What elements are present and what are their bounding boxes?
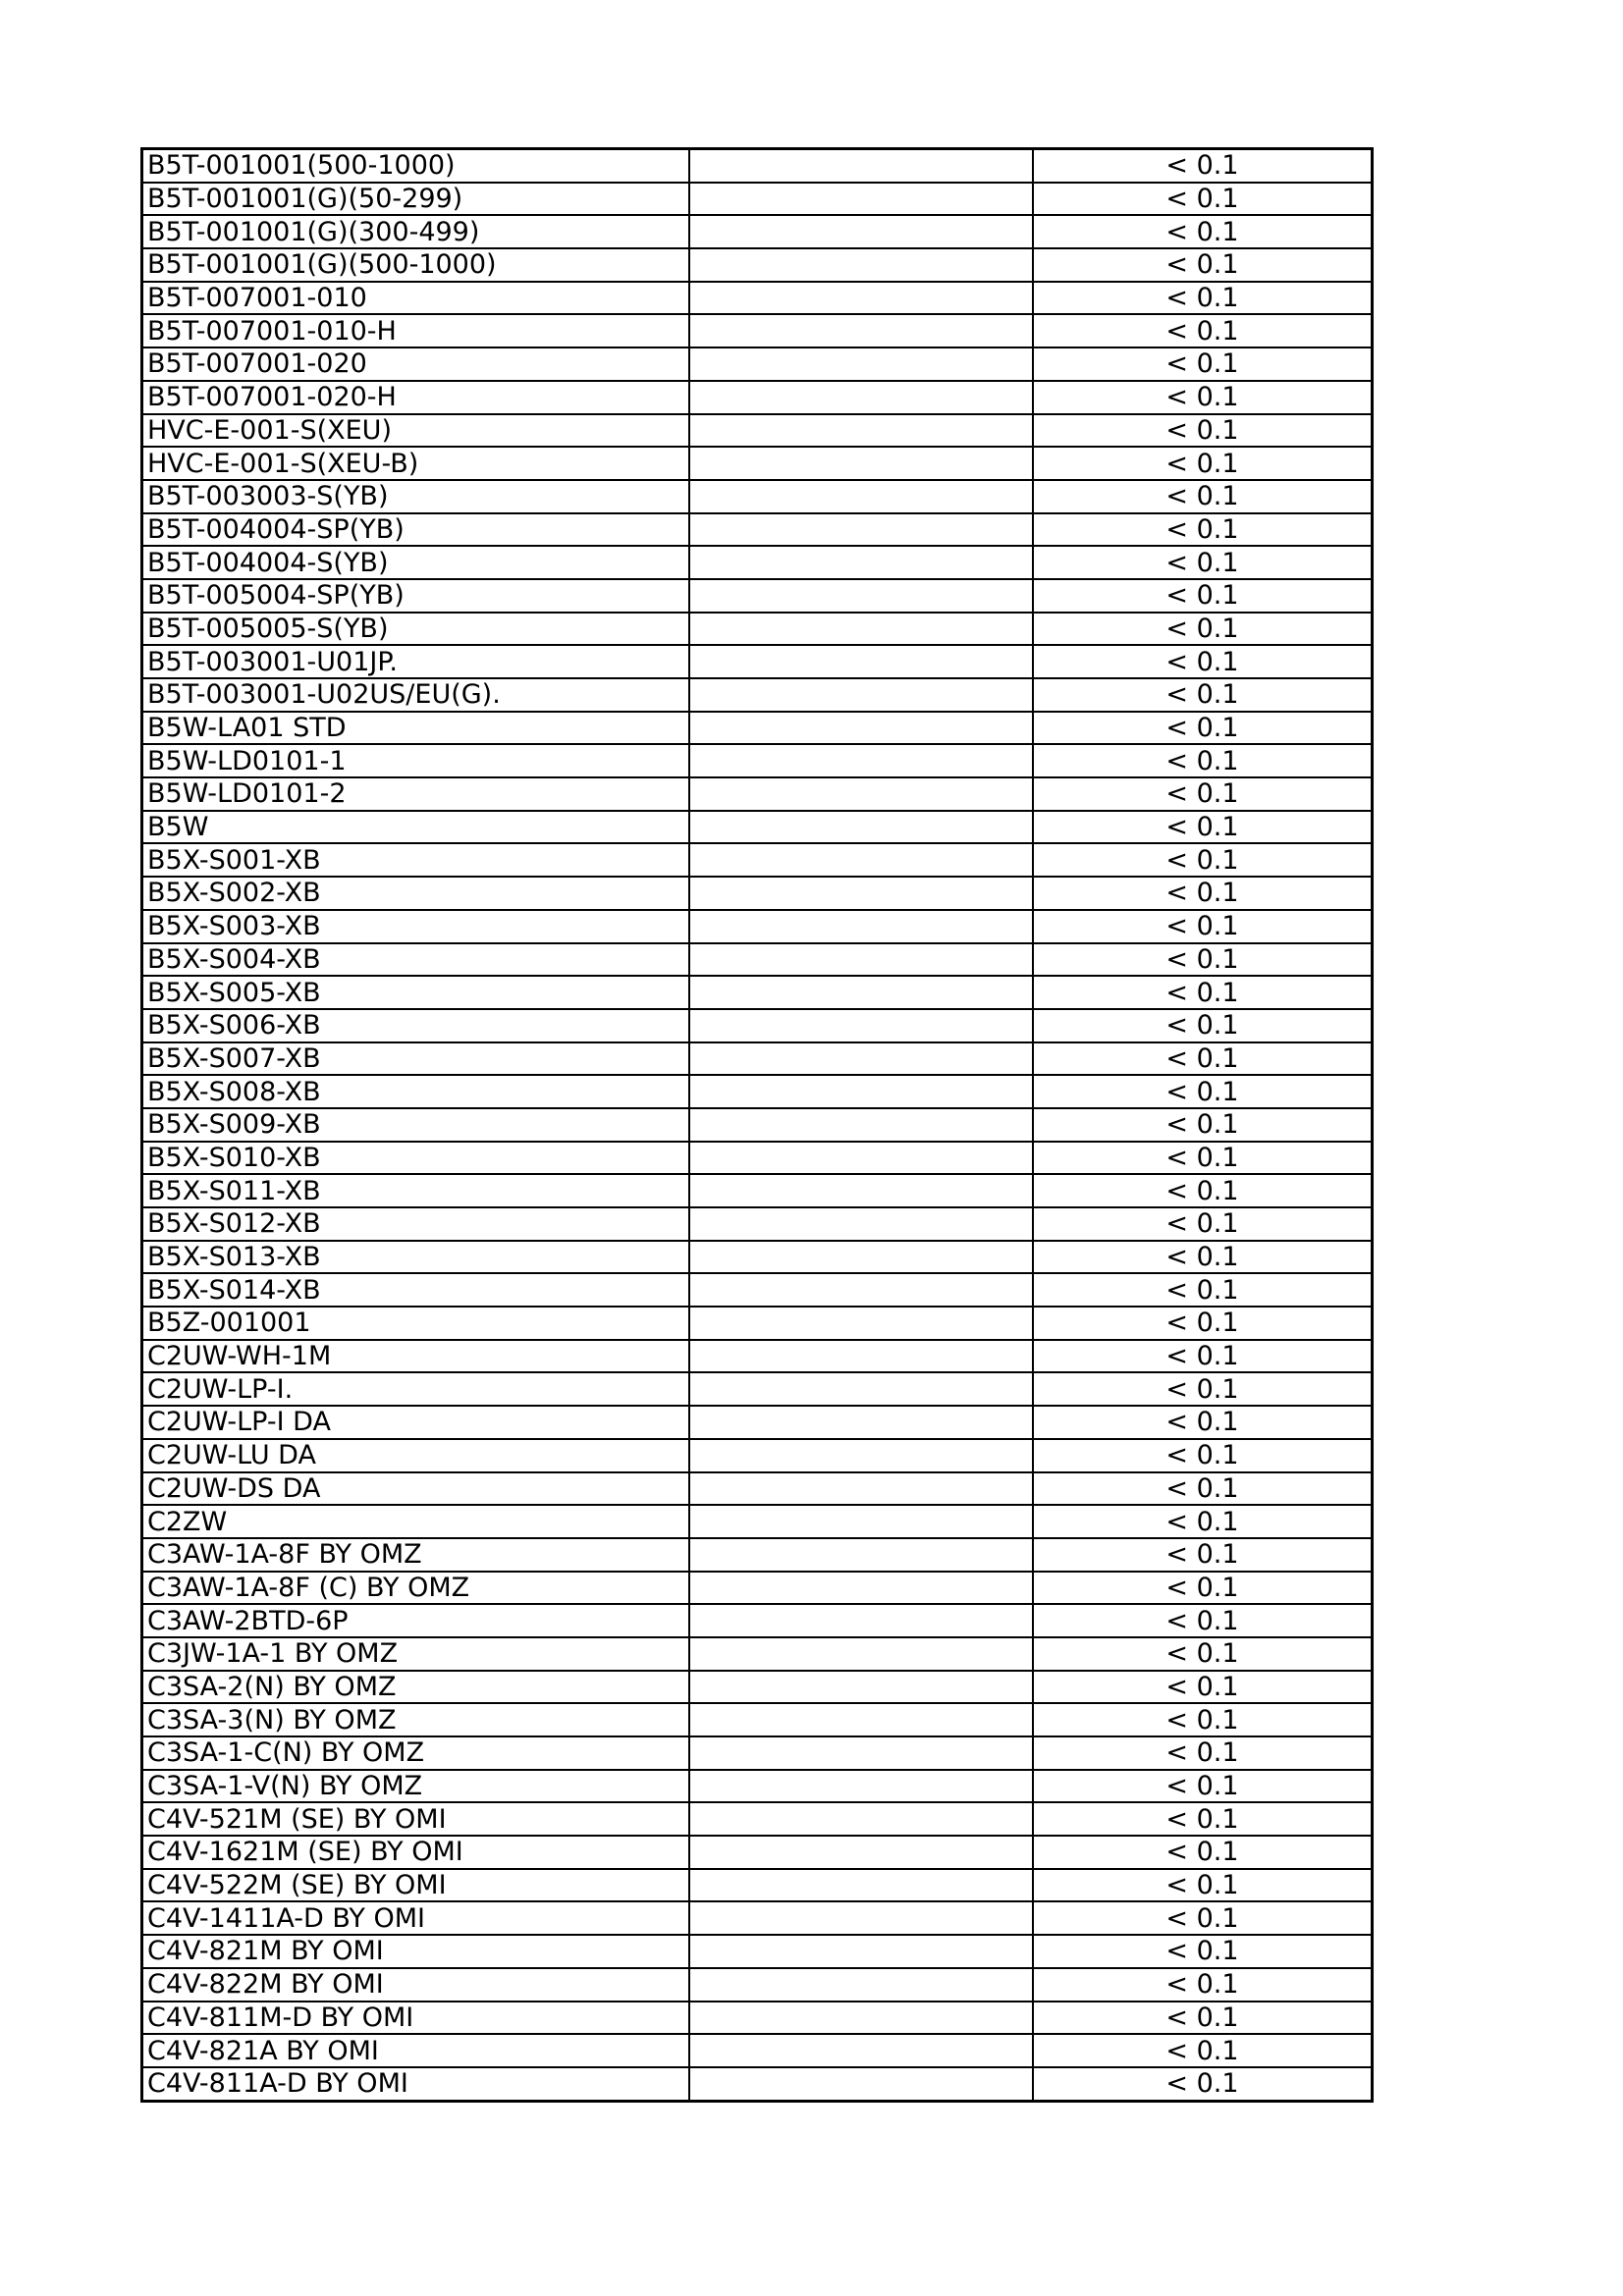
table-row [142,1372,1373,1406]
part-number-cell: B5T-007001-010-H [142,314,690,347]
value-cell: < 0.1 [1033,1604,1373,1637]
value-cell: < 0.1 [1033,1901,1373,1935]
part-number-cell: C3AW-1A-8F (C) BY OMZ [142,1572,690,1605]
value-cell: < 0.1 [1033,480,1373,513]
blank-cell [689,1637,1033,1671]
part-number-cell: B5X-S006-XB [142,1009,690,1042]
value-cell: < 0.1 [1033,1042,1373,1076]
part-number-cell: B5X-S005-XB [142,976,690,1009]
value-cell: < 0.1 [1033,149,1373,183]
blank-cell [689,2002,1033,2035]
table-row [142,1273,1373,1307]
blank-cell [689,2067,1033,2101]
table-row [142,149,1373,183]
part-number-cell: B5X-S007-XB [142,1042,690,1076]
value-cell: < 0.1 [1033,910,1373,943]
value-cell: < 0.1 [1033,1307,1373,1340]
part-number-cell: C4V-822M BY OMI [142,1968,690,2002]
table-row [142,314,1373,347]
table-row [142,877,1373,910]
part-number-cell: B5X-S004-XB [142,943,690,977]
table-row [142,513,1373,547]
part-number-cell: B5W-LD0101-2 [142,777,690,811]
blank-cell [689,579,1033,613]
blank-cell [689,1207,1033,1241]
blank-cell [689,678,1033,712]
part-number-cell: B5X-S003-XB [142,910,690,943]
blank-cell [689,712,1033,745]
value-cell: < 0.1 [1033,943,1373,977]
part-number-cell: C4V-1621M (SE) BY OMI [142,1836,690,1869]
value-cell: < 0.1 [1033,744,1373,777]
table-row [142,1307,1373,1340]
blank-cell [689,1572,1033,1605]
part-number-cell: B5W-LA01 STD [142,712,690,745]
part-number-cell: B5X-S010-XB [142,1142,690,1175]
table-row [142,943,1373,977]
value-cell: < 0.1 [1033,1273,1373,1307]
value-cell: < 0.1 [1033,1736,1373,1770]
value-cell: < 0.1 [1033,447,1373,480]
blank-cell [689,976,1033,1009]
table-row [142,1736,1373,1770]
blank-cell [689,843,1033,877]
table-row [142,1472,1373,1506]
part-number-cell: C2UW-LP-I. [142,1372,690,1406]
table-row [142,1505,1373,1538]
part-number-cell: B5T-005004-SP(YB) [142,579,690,613]
value-cell: < 0.1 [1033,1935,1373,1968]
table-row [142,546,1373,579]
value-cell: < 0.1 [1033,1472,1373,1506]
value-cell: < 0.1 [1033,1671,1373,1704]
value-cell: < 0.1 [1033,811,1373,844]
table-row [142,215,1373,248]
table-row [142,1836,1373,1869]
blank-cell [689,1273,1033,1307]
part-number-cell: C4V-821M BY OMI [142,1935,690,1968]
table-row [142,447,1373,480]
table-row [142,1802,1373,1836]
part-number-cell: B5X-S014-XB [142,1273,690,1307]
part-number-cell: C4V-811A-D BY OMI [142,2067,690,2101]
value-cell: < 0.1 [1033,1538,1373,1572]
part-number-cell: HVC-E-001-S(XEU-B) [142,447,690,480]
value-cell: < 0.1 [1033,1439,1373,1472]
value-cell: < 0.1 [1033,414,1373,448]
table-row [142,579,1373,613]
value-cell: < 0.1 [1033,1968,1373,2002]
blank-cell [689,1703,1033,1736]
part-number-cell: C4V-811M-D BY OMI [142,2002,690,2035]
value-cell: < 0.1 [1033,678,1373,712]
blank-cell [689,877,1033,910]
table-row [142,1406,1373,1439]
table-row [142,1042,1373,1076]
table-row [142,1604,1373,1637]
blank-cell [689,1472,1033,1506]
value-cell: < 0.1 [1033,1637,1373,1671]
part-number-cell: B5X-S009-XB [142,1108,690,1142]
value-cell: < 0.1 [1033,2002,1373,2035]
value-cell: < 0.1 [1033,613,1373,646]
blank-cell [689,282,1033,315]
part-number-cell: B5X-S012-XB [142,1207,690,1241]
value-cell: < 0.1 [1033,1869,1373,1902]
blank-cell [689,1340,1033,1373]
value-cell: < 0.1 [1033,1372,1373,1406]
table-row [142,414,1373,448]
blank-cell [689,248,1033,282]
blank-cell [689,1174,1033,1207]
part-number-cell: C3JW-1A-1 BY OMZ [142,1637,690,1671]
blank-cell [689,347,1033,381]
part-number-cell: C2ZW [142,1505,690,1538]
table-row [142,744,1373,777]
blank-cell [689,1108,1033,1142]
part-number-cell: B5T-001001(G)(300-499) [142,215,690,248]
value-cell: < 0.1 [1033,1142,1373,1175]
table-row [142,712,1373,745]
blank-cell [689,1968,1033,2002]
table-row [142,1207,1373,1241]
blank-cell [689,1439,1033,1472]
blank-cell [689,2034,1033,2067]
table-row [142,2034,1373,2067]
table-row [142,1703,1373,1736]
table-row [142,777,1373,811]
part-number-cell: B5X-S013-XB [142,1241,690,1274]
part-number-cell: C2UW-WH-1M [142,1340,690,1373]
table-row [142,1935,1373,1968]
part-number-cell: B5X-S001-XB [142,843,690,877]
part-number-cell: C3SA-1-V(N) BY OMZ [142,1770,690,1803]
blank-cell [689,645,1033,678]
table-row [142,1538,1373,1572]
part-number-cell: B5T-001001(G)(50-299) [142,183,690,216]
value-cell: < 0.1 [1033,877,1373,910]
blank-cell [689,1869,1033,1902]
value-cell: < 0.1 [1033,1505,1373,1538]
table-row [142,1572,1373,1605]
value-cell: < 0.1 [1033,1802,1373,1836]
table-row [142,843,1373,877]
blank-cell [689,1736,1033,1770]
value-cell: < 0.1 [1033,1703,1373,1736]
table-row [142,976,1373,1009]
part-number-cell: C4V-522M (SE) BY OMI [142,1869,690,1902]
table-row [142,1968,1373,2002]
table-row [142,183,1373,216]
part-number-cell: B5Z-001001 [142,1307,690,1340]
table-row [142,645,1373,678]
value-cell: < 0.1 [1033,843,1373,877]
blank-cell [689,777,1033,811]
part-number-cell: B5T-004004-S(YB) [142,546,690,579]
blank-cell [689,149,1033,183]
table-row [142,1241,1373,1274]
table-row [142,1075,1373,1108]
value-cell: < 0.1 [1033,282,1373,315]
part-number-cell: B5X-S002-XB [142,877,690,910]
blank-cell [689,1406,1033,1439]
blank-cell [689,1671,1033,1704]
value-cell: < 0.1 [1033,976,1373,1009]
part-number-cell: B5T-003001-U01JP. [142,645,690,678]
table-row [142,1637,1373,1671]
blank-cell [689,480,1033,513]
value-cell: < 0.1 [1033,1340,1373,1373]
value-cell: < 0.1 [1033,579,1373,613]
blank-cell [689,1372,1033,1406]
table-row [142,1108,1373,1142]
value-cell: < 0.1 [1033,1836,1373,1869]
table-row [142,1142,1373,1175]
substance-table [140,147,1374,2103]
blank-cell [689,1802,1033,1836]
blank-cell [689,1770,1033,1803]
table-row [142,1174,1373,1207]
part-number-cell: B5T-001001(G)(500-1000) [142,248,690,282]
table-row [142,1439,1373,1472]
table-row [142,2002,1373,2035]
part-number-cell: B5T-001001(500-1000) [142,149,690,183]
value-cell: < 0.1 [1033,381,1373,414]
blank-cell [689,910,1033,943]
blank-cell [689,1935,1033,1968]
part-number-cell: B5W [142,811,690,844]
part-number-cell: B5X-S011-XB [142,1174,690,1207]
value-cell: < 0.1 [1033,347,1373,381]
value-cell: < 0.1 [1033,1174,1373,1207]
table-row [142,910,1373,943]
value-cell: < 0.1 [1033,1009,1373,1042]
part-number-cell: B5T-007001-020-H [142,381,690,414]
value-cell: < 0.1 [1033,1572,1373,1605]
blank-cell [689,1241,1033,1274]
part-number-cell: C2UW-LP-I DA [142,1406,690,1439]
value-cell: < 0.1 [1033,777,1373,811]
value-cell: < 0.1 [1033,513,1373,547]
part-number-cell: B5T-004004-SP(YB) [142,513,690,547]
part-number-cell: B5X-S008-XB [142,1075,690,1108]
table-row [142,2067,1373,2101]
table-row [142,282,1373,315]
value-cell: < 0.1 [1033,1241,1373,1274]
blank-cell [689,1604,1033,1637]
value-cell: < 0.1 [1033,248,1373,282]
blank-cell [689,183,1033,216]
blank-cell [689,1042,1033,1076]
blank-cell [689,215,1033,248]
part-number-cell: B5T-005005-S(YB) [142,613,690,646]
value-cell: < 0.1 [1033,314,1373,347]
table-row [142,1869,1373,1902]
blank-cell [689,447,1033,480]
part-number-cell: C3AW-2BTD-6P [142,1604,690,1637]
blank-cell [689,1538,1033,1572]
part-number-cell: C3AW-1A-8F BY OMZ [142,1538,690,1572]
part-number-cell: B5T-003003-S(YB) [142,480,690,513]
table-row [142,248,1373,282]
blank-cell [689,744,1033,777]
part-number-cell: C4V-821A BY OMI [142,2034,690,2067]
value-cell: < 0.1 [1033,183,1373,216]
part-number-cell: B5W-LD0101-1 [142,744,690,777]
blank-cell [689,381,1033,414]
value-cell: < 0.1 [1033,645,1373,678]
value-cell: < 0.1 [1033,2034,1373,2067]
part-number-cell: C2UW-DS DA [142,1472,690,1506]
table-row [142,811,1373,844]
table-row [142,381,1373,414]
table-row [142,347,1373,381]
table-row [142,678,1373,712]
part-number-cell: B5T-007001-020 [142,347,690,381]
part-number-cell: C3SA-3(N) BY OMZ [142,1703,690,1736]
blank-cell [689,1075,1033,1108]
blank-cell [689,1009,1033,1042]
value-cell: < 0.1 [1033,546,1373,579]
part-number-cell: C2UW-LU DA [142,1439,690,1472]
value-cell: < 0.1 [1033,1108,1373,1142]
table-row [142,613,1373,646]
blank-cell [689,811,1033,844]
blank-cell [689,613,1033,646]
table-body [142,149,1373,2102]
blank-cell [689,1142,1033,1175]
part-number-cell: C4V-521M (SE) BY OMI [142,1802,690,1836]
table-row [142,1340,1373,1373]
part-number-cell: C3SA-1-C(N) BY OMZ [142,1736,690,1770]
value-cell: < 0.1 [1033,215,1373,248]
part-number-cell: B5T-007001-010 [142,282,690,315]
value-cell: < 0.1 [1033,712,1373,745]
table-row [142,1671,1373,1704]
blank-cell [689,513,1033,547]
blank-cell [689,314,1033,347]
table-row [142,1901,1373,1935]
value-cell: < 0.1 [1033,1770,1373,1803]
value-cell: < 0.1 [1033,1207,1373,1241]
blank-cell [689,1307,1033,1340]
part-number-cell: B5T-003001-U02US/EU(G). [142,678,690,712]
blank-cell [689,1836,1033,1869]
blank-cell [689,1901,1033,1935]
part-number-cell: C4V-1411A-D BY OMI [142,1901,690,1935]
blank-cell [689,414,1033,448]
blank-cell [689,1505,1033,1538]
table-row [142,1009,1373,1042]
value-cell: < 0.1 [1033,1075,1373,1108]
table-row [142,480,1373,513]
blank-cell [689,943,1033,977]
part-number-cell: HVC-E-001-S(XEU) [142,414,690,448]
value-cell: < 0.1 [1033,1406,1373,1439]
value-cell: < 0.1 [1165,2068,1239,2100]
part-number-cell: C3SA-2(N) BY OMZ [142,1671,690,1704]
blank-cell [689,546,1033,579]
table-row [142,1770,1373,1803]
